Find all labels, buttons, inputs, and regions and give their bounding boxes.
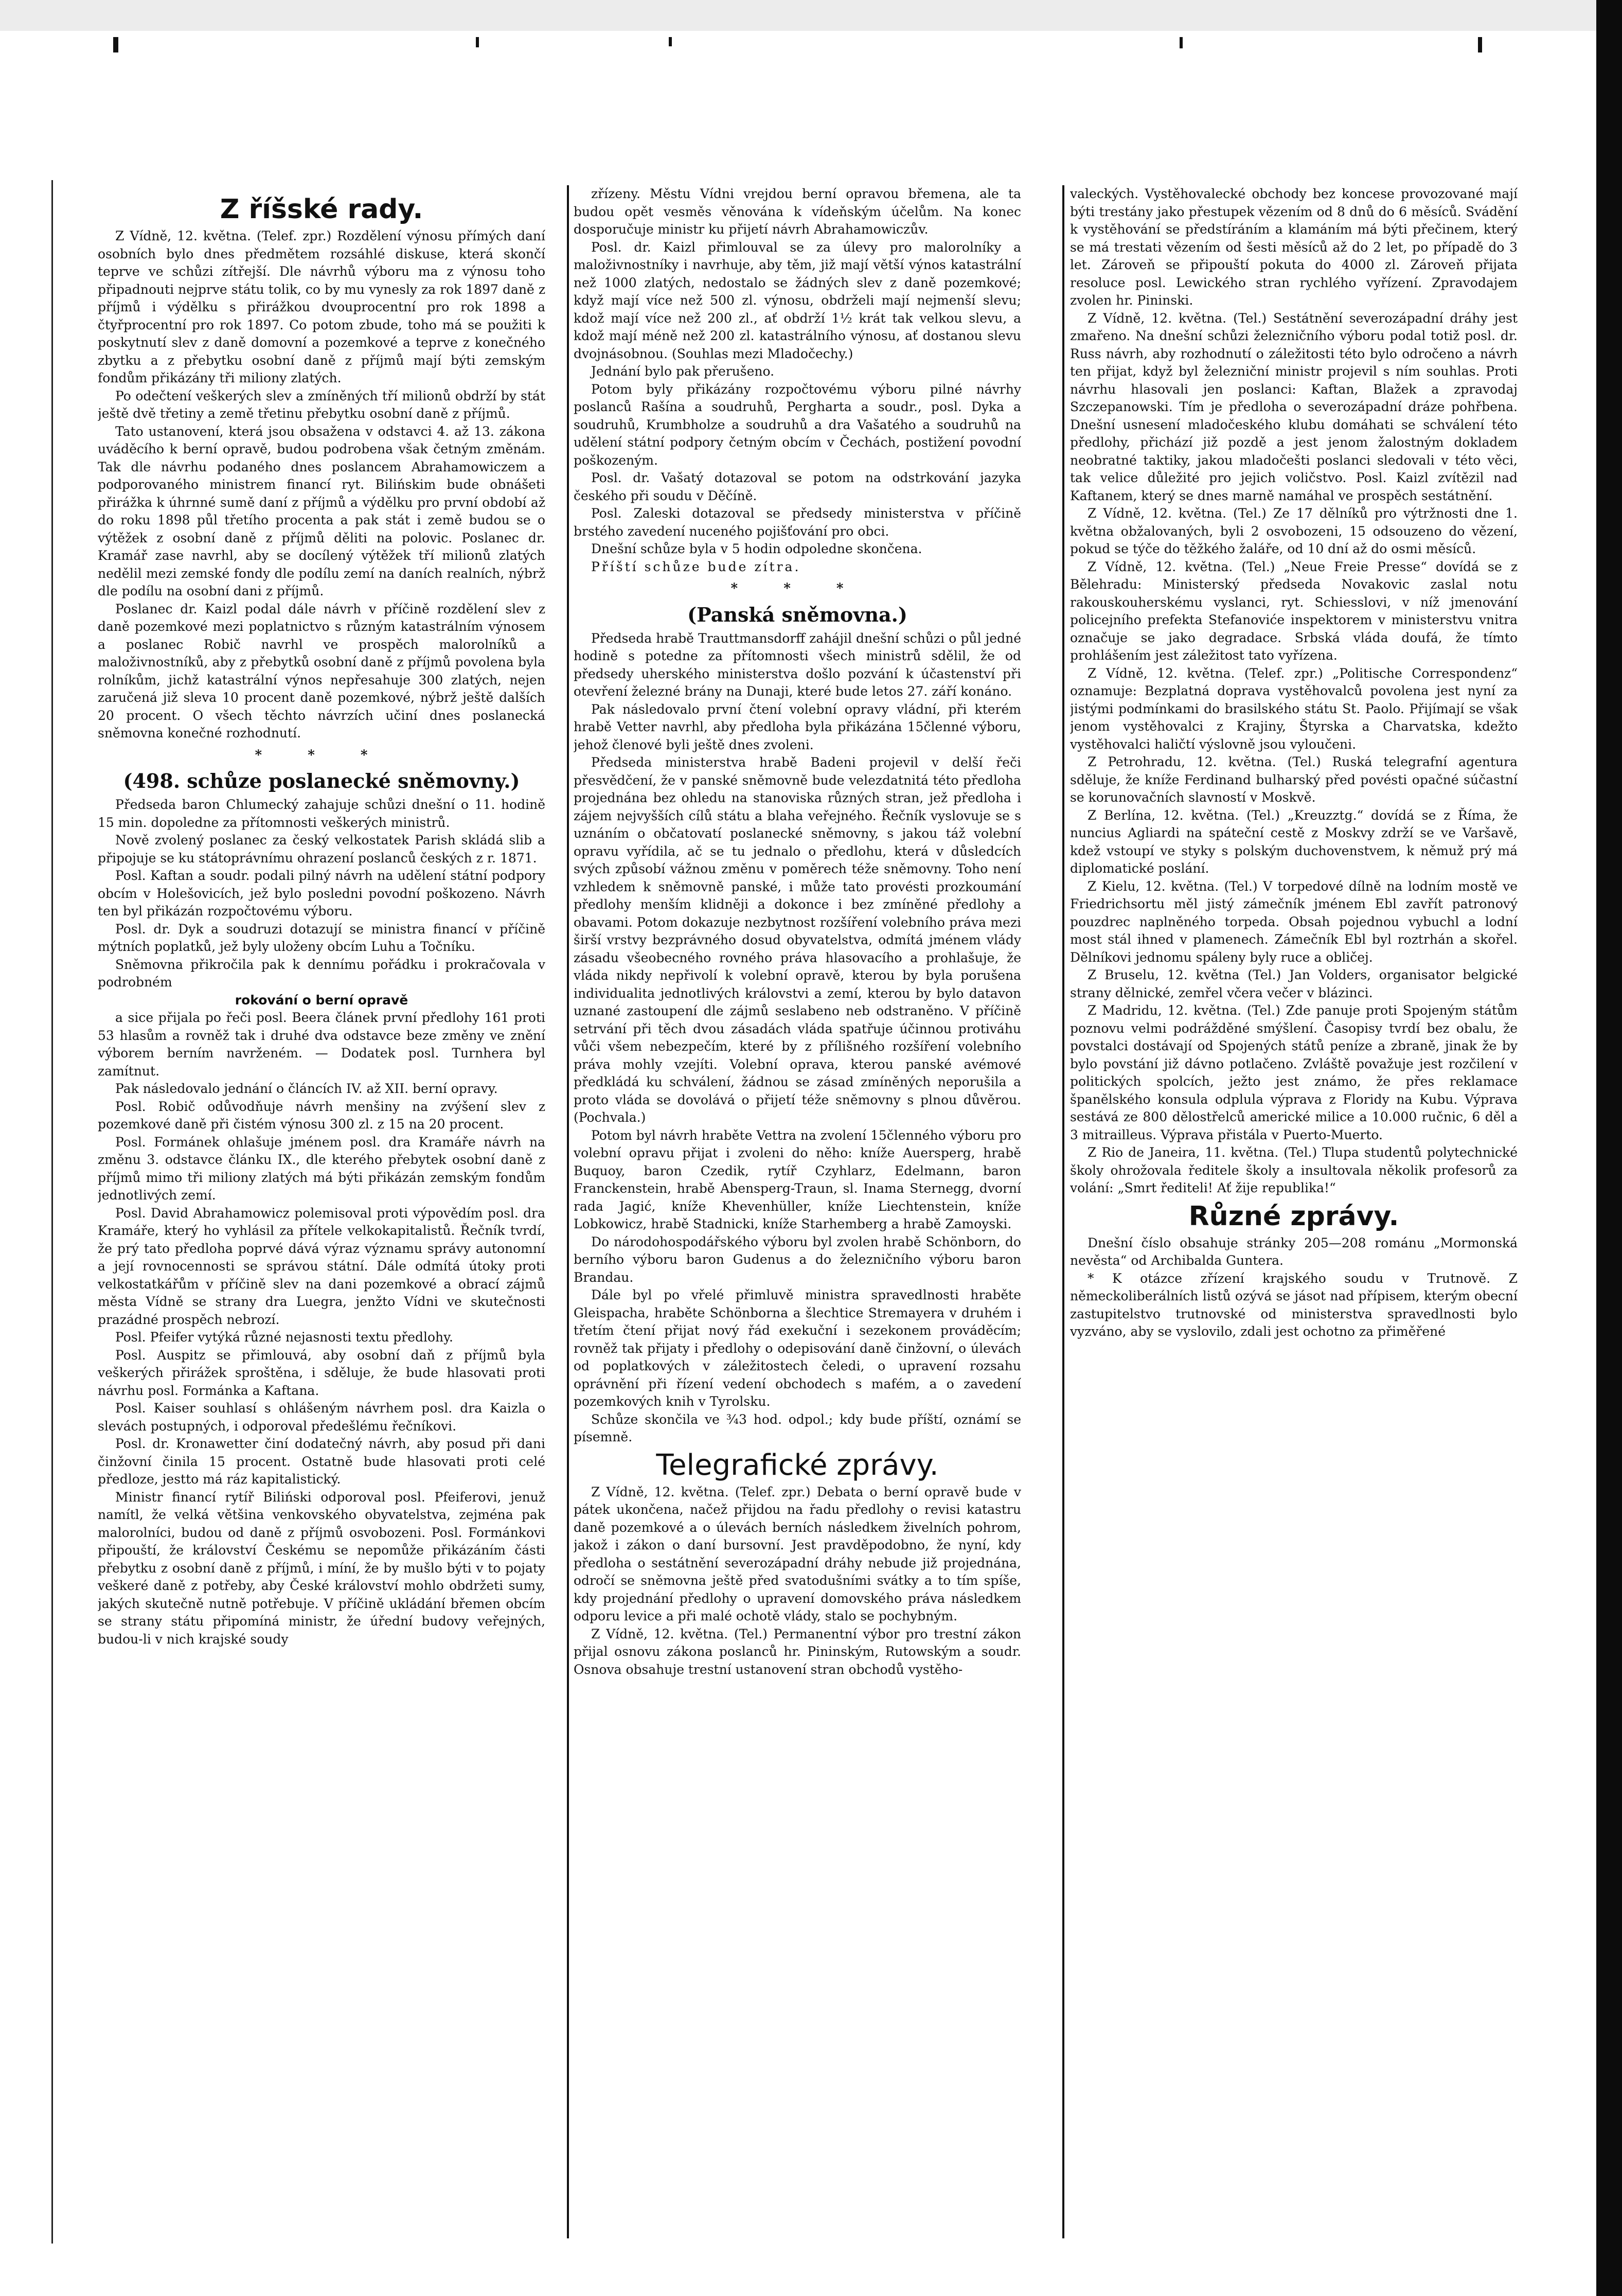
article-paragraph: Posl. dr. Vašatý dotazoval se potom na odstrkování jazyka českého při soudu v Děčíně. xyxy=(574,470,1021,503)
article-paragraph: Z Vídně, 12. května. (Tel.) Permanentní výbor pro trestní zákon přijal osnovu zákona poslanců hr. Pininským, Rutowským a soudr. Osnova obsahuje trestní ustanovení stran obchodů vystěho- xyxy=(574,1626,1021,1677)
article-paragraph: a sice přijala po řeči posl. Beera článek první předlohy 161 proti 53 hlasům a rovněž tak i druhé dva odstavce beze změny ve znění výborem berním navrženém. — Dodatek posl. Turnhera byl zamítnut. xyxy=(98,1010,545,1079)
article-paragraph: Z Vídně, 12. května. (Telef. zpr.) Rozdělení výnosu přímých daní osobních bylo dnes předmětem rozsáhlé diskuse, která skončí teprve ve schůzi zítřejší. Dle návrhů výboru ma z výnosu toho připadnouti nejprve státu tolik, co by mu vynesly za rok 1897 daně z příjmů i výdělku s přirážkou dvouprocentní pro rok 1898 a čtyřprocentní pro rok 1897. Co potom zbude, toho má se použiti k poskytnutí slev z daně domovní a pozemkové a teprve z konečného zbytku a z přebytku osobní daně z příjmů mají býti zemským fondům přikázány tři miliony zlatých. xyxy=(98,228,545,385)
scan-top-band xyxy=(0,0,1622,31)
article-paragraph: zřízeny. Městu Vídni vrejdou berní opravou břemena, ale ta budou opět vesměs věnována k vídeňským účelům. Na konec dosporučuje ministr ku přijetí návrh Abrahamowiczův. xyxy=(574,186,1021,237)
article-paragraph: Dále byl po vřelé přimluvě ministra spravedlnosti hraběte Gleispacha, hraběte Schönborna a šlechtice Stremayera v druhém i třetím čtení přijat nový řád exekuční i sezekonem prováděcím; rovněž tak přijaty i předlohy o odepisování daně činžovní, o úlevách od poplatkových v záležitostech čeledi, o upravení rozsahu oprávnění při řízení vedení obchodech s mafém, a o zavedení pozemkových knih v Tyrolsku. xyxy=(574,1287,1021,1409)
article-paragraph: Z Vídně, 12. května. (Tel.) „Neue Freie Presse“ dovídá se z Bělehradu: Ministerský předseda Novakovic zaslal notu rakouskouherskému vyslanci, ryt. Schiesslovi, v níž jmenování policejního prefekta Stefanoviće inspektorem v ministerstvu vnitra označuje se jako degradace. Srbská vláda doufá, že tímto prohlášením jest záležitost tato vyřízena. xyxy=(1070,559,1518,663)
article-paragraph: Potom byl návrh hraběte Vettra na zvolení 15členného výboru pro volební opravu přijat i zvoleni do něho: kníže Auersperg, hrabě Buquoy, baron Czedik, rytíř Czyhlarz, Edelmann, baron Franckenstein, hrabě Abensperg-Traun, sl. Inama Sternegg, dvorní rada Jagić, kníže Khevenhüller, kníže Liechtenstein, kníže Lobkowicz, hrabě Stadnicki, kníže Starhemberg a hrabě Zamoyski. xyxy=(574,1127,1021,1231)
article-paragraph: Příští schůze bude zítra. xyxy=(591,559,801,574)
section-header-telegraficke: Telegrafické zprávy. xyxy=(656,1448,939,1482)
article-paragraph: Z Berlína, 12. května. (Tel.) „Kreuzztg.“ dovídá se z Říma, že nuncius Agliardi na spáteční cestě z Moskvy zdrží se ve Varšavě, kdež vstoupí ve styky s polským duchovenstvem, k němuž prý má diplomatické poslání. xyxy=(1070,807,1518,876)
article-paragraph: Předseda ministerstva hrabě Badeni projevil v delší řeči přesvědčení, že v panské sněmovně bude velezdatnitá této předloha projednána bez ohledu na stanoviska různých stran, jež předloha i zájem nejvyšších cílů státu a blaha veřejného. Řečník vyslovuje se s uznáním o občatovatí poslanecké sněmovny, s jakou táž volební opravu vyřídila, ač se tu jednalo o předlohu, která v důsledcích svých způsobí vážnou změnu v poměrech téže sněmovny. Toho není vzhledem k sněmovně panské, i může tato provésti prozkoumání předlohy menším klidněji a dokonce i bez zmíněné předlohy a obavami. Potom dokazuje nezbytnost rozšíření volebního práva mezi širší vrstvy bezprávného dosud obyvatelstva, odmítá jménem vlády zásadu všeobecného rovného práva hlasovacího a prohlašuje, že vláda nikdy nepřivolí k volební opravě, kterou by byla porušena individualita jednotlivých královstvi a zemí, kterou by bylo datavon uznané zastoupení dle zájmů seslabeno neb odstraněno. V příčině setrvání při těch dvou zásadách vláda spatřuje účinnou protiváhu vůči všem nebezpečím, které by z přílišného rozšíření volebního práva mohly vzejíti. Volební oprava, kterou panské avémové předkládá ku schválení, žádnou se zásad zmíněných neporušila a proto vláda se dovolává o přijetí téže sněmovny s plnou důvěrou. (Pochvala.) xyxy=(574,755,1021,1125)
section-header-panska: (Panská sněmovna.) xyxy=(687,603,907,626)
article-paragraph: Nově zvolený poslanec za český velkostatek Parish skládá slib a připojuje se ku státoprávnímu ohrazení poslanců českých z r. 1871. xyxy=(98,833,545,866)
article-paragraph: Posl. Robič odůvodňuje návrh menšiny na zvýšení slev z pozemkové daně při čistém výnosu 300 zl. z 15 na 20 procent. xyxy=(98,1099,545,1132)
column-1 xyxy=(98,190,545,2233)
article-paragraph: Dnešní schůze byla v 5 hodin odpoledne skončena. xyxy=(591,541,922,556)
column-3 xyxy=(1070,185,1518,2228)
article-paragraph: Poslanec dr. Kaizl podal dále návrh v příčině rozdělení slev z daně pozemkové mezi poplatnictvo s různým katastrálním výnosem a poslanec Robič navrhl ve prospěch malorolníků a maloživnostníků, aby z přebytků osobní daně z příjmů povolena byla rolníkům, jichž katastrální výnos nepřesahuje 300 zlatých, nejen zaručená již sleva 10 procent daně pozemkové, nýbrž ještě dalších 20 procent. O všech těchto návrzích učiní dnes poslanecká sněmovna konečné rozhodnutí. xyxy=(98,601,545,740)
article-paragraph: Z Petrohradu, 12. května. (Tel.) Ruská telegrafní agentura sděluje, že kníže Ferdinand bulharský před povésti opačné súčastní se korunovačních slavností v Moskvě. xyxy=(1070,754,1518,805)
article-paragraph: Posl. dr. Kronawetter činí dodatečný návrh, aby posud při dani činžovní činila 15 procent. Ostatně bude hlasovati proti celé předloze, jestto má ráz kapitalistický. xyxy=(98,1436,545,1487)
article-paragraph: Posl. Formánek ohlašuje jménem posl. dra Kramáře návrh na změnu 3. odstavce článku IX., dle kterého přebytek osobní daně z příjmů mimo tři miliony zlatých má býti přikázán zemským fondům jednotlivých zemí. xyxy=(98,1134,545,1203)
column-rule xyxy=(1062,185,1064,2238)
article-paragraph: Z Bruselu, 12. května (Tel.) Jan Volders, organisator belgické strany dělnické, zemřel včera večer v blázinci. xyxy=(1070,967,1518,1000)
article-paragraph: Z Kielu, 12. května. (Tel.) V torpedové dílně na lodním mostě ve Friedrichsortu měl jistý zámečník jménem Ebl zavřít patronový pouzdrec naplněného torpeda. Obsah pojednou vybuchl a lodní most stál ihned v plamenech. Zámečník Ebl byl roztrhán a skořel. Dělníkovi jednomu spáleny byly ruce a obličej. xyxy=(1070,878,1518,965)
article-paragraph: Tato ustanovení, která jsou obsažena v odstavci 4. až 13. zákona uváděcího k berní opravě, budou podrobena však četným změnám. Tak dle návrhu podaného dnes poslancem Abrahamowiczem a podporovaného ministrem financí ryt. Bilińskim bude obnášeti přirážka k úhrnné sumě daní z příjmů a výdělku pro první období až do roku 1898 půl třetího procenta a pak stát i země budou se o výtěžek z osobní daně z příjmů děliti na polovic. Poslanec dr. Kramář zase navrhl, aby se docílený výtěžek tří milionů zlatých nedělil mezi zemské fondy dle podílu zemí na daních realních, nýbrž dle podílu na osobní dani z příjmů. xyxy=(98,423,545,598)
article-paragraph: Předseda baron Chlumecký zahajuje schůzi dnešní o 11. hodině 15 min. dopoledne za přítomnosti veškerých ministrů. xyxy=(98,797,545,830)
article-paragraph: * K otázce zřízení krajského soudu v Trutnově. Z německoliberálních listů ozývá se jásot nad přípisem, kterým obecní zastupitelstvo trutnovské od ministerstva spravedlnosti bylo vyzváno, aby se vyslovilo, zdali jest ochotno za přiměřené xyxy=(1070,1270,1518,1339)
article-paragraph: Z Rio de Janeira, 11. května. (Tel.) Tlupa studentů polytechnické školy ohrožovala ředitele školy a insultovala několik profesorů za volání: „Smrt řediteli! Ať žije republika!“ xyxy=(1070,1145,1518,1195)
bold-subheading: rokování o berní opravě xyxy=(235,992,408,1008)
scan-mark xyxy=(1180,37,1183,48)
section-header-risska-rada: Z říšské rady. xyxy=(220,194,423,225)
scan-mark xyxy=(476,37,479,47)
article-paragraph: Posl. Zaleski dotazoval se předsedy ministerstva v příčině brstého zavedení nuceného pojišťování pro obci. xyxy=(574,506,1021,539)
article-paragraph: valeckých. Vystěhovalecké obchody bez koncese provozované mají býti trestány jako přestupek vězením od 8 dnů do 6 měsíců. Svádění k vystěhování se předstíráním a klamáním má býti přečinem, který se má trestati vězením od šesti měsíců až do 2 let, po případě do 3 let. Zároveň se připouští pokuta do 4000 zl. Zároveň přijata resoluce posl. Lewického stran rychlého vyřízení. Zpravodajem zvolen hr. Pininski. xyxy=(1070,186,1518,308)
article-paragraph: Pak následovalo první čtení volební opravy vládní, při kterém hrabě Vetter navrhl, aby předloha byla přikázána 15členné výboru, jehož členové byli ještě dnes zvoleni. xyxy=(574,701,1021,752)
article-paragraph: Z Vídně, 12. května. (Tel.) Sestátnění severozápadní dráhy jest zmařeno. Na dnešní schůzi železničního výboru podal totiž posl. dr. Russ návrh, aby rozhodnutí o záležitosti této bylo odročeno a návrh ten přijat, když byl železniční ministr projevil s ním souhlas. Proti návrhu hlasovali jen poslanci: Kaftan, Blažek a zpravodaj Szczepanowski. Tím je předloha o severozápadní dráze pohřbena. Dnešní usnesení mladočeského klubu domáhati se schválení této předlohy, přichází již pozdě a jest jenom žalostným dokladem neobratné taktiky, jakou mladočešti poslanci sledovali v této věci, tak velice důležité pro jejich voličstvo. Posl. Kaizl zvítězil nad Kaftanem, který se dnes marně namáhal ve prospěch sestátnění. xyxy=(1070,310,1518,503)
section-separator: * * * xyxy=(255,747,388,763)
section-header-ruzne: Různé zprávy. xyxy=(1188,1200,1399,1232)
article-paragraph: Posl. Auspitz se přimlouvá, aby osobní daň z příjmů byla veškerých přirážek sproštěna, i sděluje, že bude hlasovati proti návrhu posl. Formánka a Kaftana. xyxy=(98,1347,545,1398)
article-paragraph: Potom byly přikázány rozpočtovému výboru pilné návrhy poslanců Rašína a soudruhů, Pergharta a soudr., posl. Dyka a soudruhů, Krumbholze a soudruhů a dra Vašatého a soudruhů na udělení státní podpory četným obcím v Čechách, postižení povodní poškozeným. xyxy=(574,381,1021,468)
article-paragraph: Z Vídně, 12. května. (Telef. zpr.) Debata o berní opravě bude v pátek ukončena, načež přijdou na řadu předlohy o revisi katastru daně pozemkové a o úlevách berních následkem živelních pohrom, jakož i zákon o daní bursovní. Jest pravděpodobno, že nyní, kdy předloha o sestátnění severozápadní dráhy nebude již projednána, odročí se sněmovna ještě před svatodušními svátky a to tím spíše, kdy projednání předlohy o upravení domovského práva následkem odporu levice a při malé ochotě vlády, stalo se pochybným. xyxy=(574,1484,1021,1623)
article-paragraph: Jednání bylo pak přerušeno. xyxy=(591,364,775,379)
article-paragraph: Posl. David Abrahamowicz polemisoval proti výpovědím posl. dra Kramáře, který ho vyhlásil za přítele velkokapitalistů. Řečník tvrdí, že prý tato předloha poprvé dává výraz významu správy autonomní a její rovnocennosti se správou státní. Dále odmítá útoky proti velkostatkářům v příčině slev na dani pozemkové a obrací zájmů města Vídně se strany dra Luegra, jenžto Vídni ve skutečnosti prazádné prospěch nebrozí. xyxy=(98,1205,545,1327)
section-separator: * * * xyxy=(730,581,864,596)
article-paragraph: Sněmovna přikročila pak k dennímu pořádku i prokračovala v podrobném xyxy=(98,957,545,990)
article-paragraph: Dnešní číslo obsahuje stránky 205—208 románu „Mormonská nevěsta“ od Archibalda Guntera. xyxy=(1070,1235,1518,1268)
article-paragraph: Posl. Pfeifer vytýká různé nejasnosti textu předlohy. xyxy=(115,1330,453,1345)
article-paragraph: Ministr financí rytíř Biliński odporoval posl. Pfeiferovi, jenuž namítl, že velká většina venkovského obyvatelstva, zejména pak malorolníci, budou od daně z příjmů osvobozeni. Posl. Formánkovi připouští, že království Českému se nepomůže přikázáním části přebytku z osobní daně z příjmů, i míní, že by mušlo býti v to pojaty veškeré daně z potřeby, aby České království mohlo obdržeti sumy, jakých skutečně nutně potřebuje. V příčině ukládání břemen obcím se strany státu připomíná ministr, že úřední budovy veřejných, budou-li v nich krajské soudy xyxy=(98,1489,545,1647)
article-paragraph: Pak následovalo jednání o článcích IV. až XII. berní opravy. xyxy=(115,1081,498,1096)
article-paragraph: Z Madridu, 12. května. (Tel.) Zde panuje proti Spojeným státům poznovu velmi podrážděné smýšlení. Časopisy tvrdí bez obalu, že povstalci dostávají od Spojených států peníze a zbraně, jinak že by bylo povstání již dávno potlačeno. Zvláště považuje jest rozčilení v politických spolcích, ježto jest známo, že přes reklamace španělského konsula odplula výprava z Floridy na Kubu. Výprava sestává ze 800 dělostřelců americké milice a 10.000 ručnic, 6 děl a 3 mitrailleus. Výprava přistála v Puerto-Muerto. xyxy=(1070,1003,1518,1142)
article-paragraph: Posl. dr. Dyk a soudruzi dotazují se ministra financí v příčině mýtních poplatků, jež byly uloženy obcím Luhu a Točníku. xyxy=(98,921,545,954)
scan-mark xyxy=(669,37,672,46)
column-2 xyxy=(574,185,1021,2228)
section-header-poslanecka: (498. schůze poslanecké sněmovny.) xyxy=(123,769,520,792)
article-paragraph: Do národohospodářského výboru byl zvolen hrabě Schönborn, do berního výboru baron Gudenus a do železničního výboru baron Brandau. xyxy=(574,1234,1021,1285)
scan-mark xyxy=(1478,37,1482,52)
scan-mark xyxy=(113,37,118,52)
article-paragraph: Předseda hrabě Trauttmansdorff zahájil dnešní schůzi o půl jedné hodině s potedne za přítomnosti všech ministrů sdělil, že od předsedy uherského ministerstva došlo pozvání k účastenství při otevření železné brány na Dunaji, které bude letos 27. září konáno. xyxy=(574,630,1021,699)
article-paragraph: Z Vídně, 12. května. (Tel.) Ze 17 dělníků pro výtržnosti dne 1. května obžalovaných, byli 2 osvobozeni, 15 odsouzeno do vězení, pokud se týče do těžkého žaláře, od 10 dní až do osmi měsíců. xyxy=(1070,506,1518,556)
article-paragraph: Schůze skončila ve ¾3 hod. odpol.; kdy bude příští, oznámí se písemně. xyxy=(574,1411,1021,1444)
scan-dark-edge xyxy=(1596,0,1622,2296)
article-paragraph: Posl. Kaftan a soudr. podali pilný návrh na udělení státní podpory obcím v Holešovicích, jež bylo posledni povodní poškozeno. Návrh ten byl přikázán rozpočtovému výboru. xyxy=(98,868,545,919)
article-paragraph: Po odečtení veškerých slev a zmíněných tří milionů obdrží by stát ještě dvě třetiny a země třetinu přebytku osobní daně z příjmů. xyxy=(98,388,545,421)
article-paragraph: Posl. dr. Kaizl přimlouval se za úlevy pro malorolníky a maloživnostníky i navrhuje, aby těm, již mají větší výnos katastrální než 1000 zlatých, nedostalo se žádných slev z daně pozemkové; když mají více než 500 zl. výnosu, obdrželi mají nejmenší slevu; kdož mají více než 200 zl., ať obdrží 1½ krát tak velkou slevu, a kdož mají méně než 200 zl. katastrálního výnosu, ať dostanou slevu dvojnásobnou. (Souhlas mezi Mladočechy.) xyxy=(574,239,1021,361)
article-paragraph: Z Vídně, 12. května. (Telef. zpr.) „Politische Correspondenz“ oznamuje: Bezplatná doprava vystěhovalců povolena jest nyní za jistými podmínkami do brasilského státu St. Paolo. Přijímají se však jenom vystěhovalci z Krajiny, Štyrska a Charvatska, kdežto vystěhovalci haličtí výslovně jsou vyloučeni. xyxy=(1070,665,1518,752)
column-rule xyxy=(567,185,569,2238)
article-paragraph: Posl. Kaiser souhlasí s ohlášeným návrhem posl. dra Kaizla o slevách postupných, i odporoval předešlému řečníkovi. xyxy=(98,1401,545,1434)
